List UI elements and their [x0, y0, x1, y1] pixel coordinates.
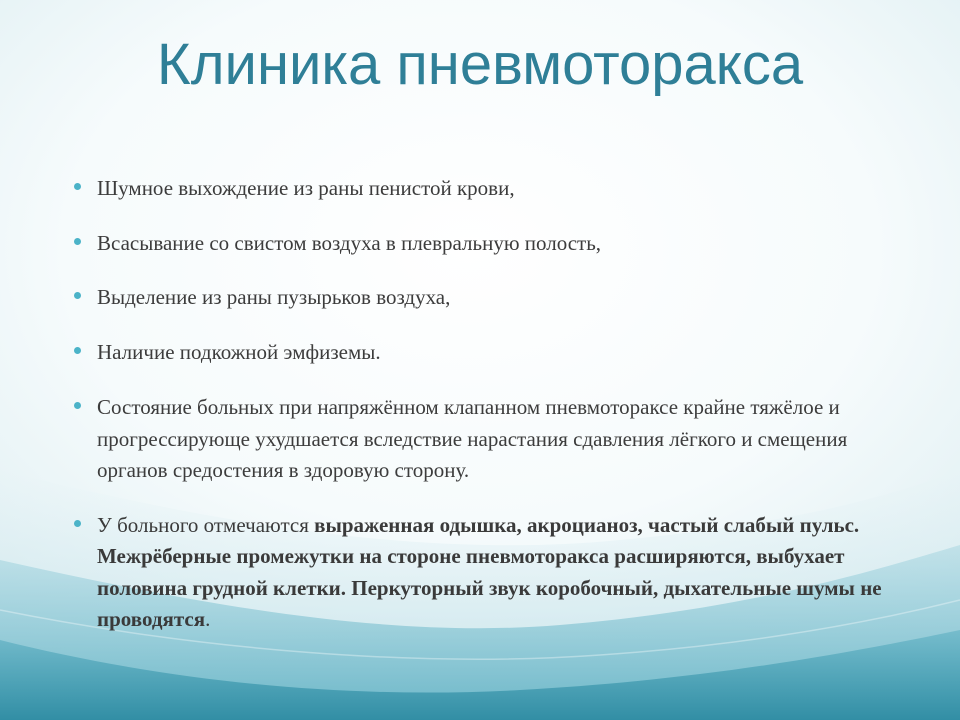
- bullet-item: [74, 173, 894, 205]
- bullet-dot-icon: [74, 520, 81, 527]
- bullet-text: Наличие подкожной эмфиземы.: [97, 339, 381, 364]
- bullet-dot-icon: [74, 238, 81, 245]
- slide-title: Клиника пневмоторакса: [156, 32, 804, 97]
- bullet-dot-icon: [74, 347, 81, 354]
- bullet-list: [74, 173, 894, 636]
- bullet-item: [74, 228, 894, 260]
- bullet-text-bold: выраженная одышка, акроцианоз, частый слабый пульс. Межрёберные промежутки на стороне пневмоторакса расширяются, выбухает половина грудной клетки. Перкуторный звук коробочный, дыхательные шумы не проводятся: [97, 512, 882, 631]
- bullet-item: [74, 510, 894, 636]
- bullet-dot-icon: [74, 402, 81, 409]
- bullet-dot-icon: [74, 183, 81, 190]
- bullet-text: Состояние больных при напряжённом клапанном пневмотораксе крайне тяжёлое и прогрессирующе ухудшается вследствие нарастания сдавления лёгкого и смещения органов средостения в здоровую сторону.: [97, 395, 848, 482]
- bullet-text-suffix: .: [205, 607, 211, 631]
- bullet-item: [74, 337, 894, 369]
- bullet-text: Выделение из раны пузырьков воздуха,: [97, 285, 451, 309]
- bullet-text-prefix: У больного отмечаются: [97, 512, 315, 537]
- bullet-item: [74, 282, 894, 314]
- bullet-dot-icon: [74, 292, 81, 299]
- bullet-text: Всасывание со свистом воздуха в плевральную полость,: [97, 230, 602, 255]
- bullet-text: Шумное выхождение из раны пенистой крови,: [97, 176, 515, 200]
- bullet-item: [74, 392, 894, 487]
